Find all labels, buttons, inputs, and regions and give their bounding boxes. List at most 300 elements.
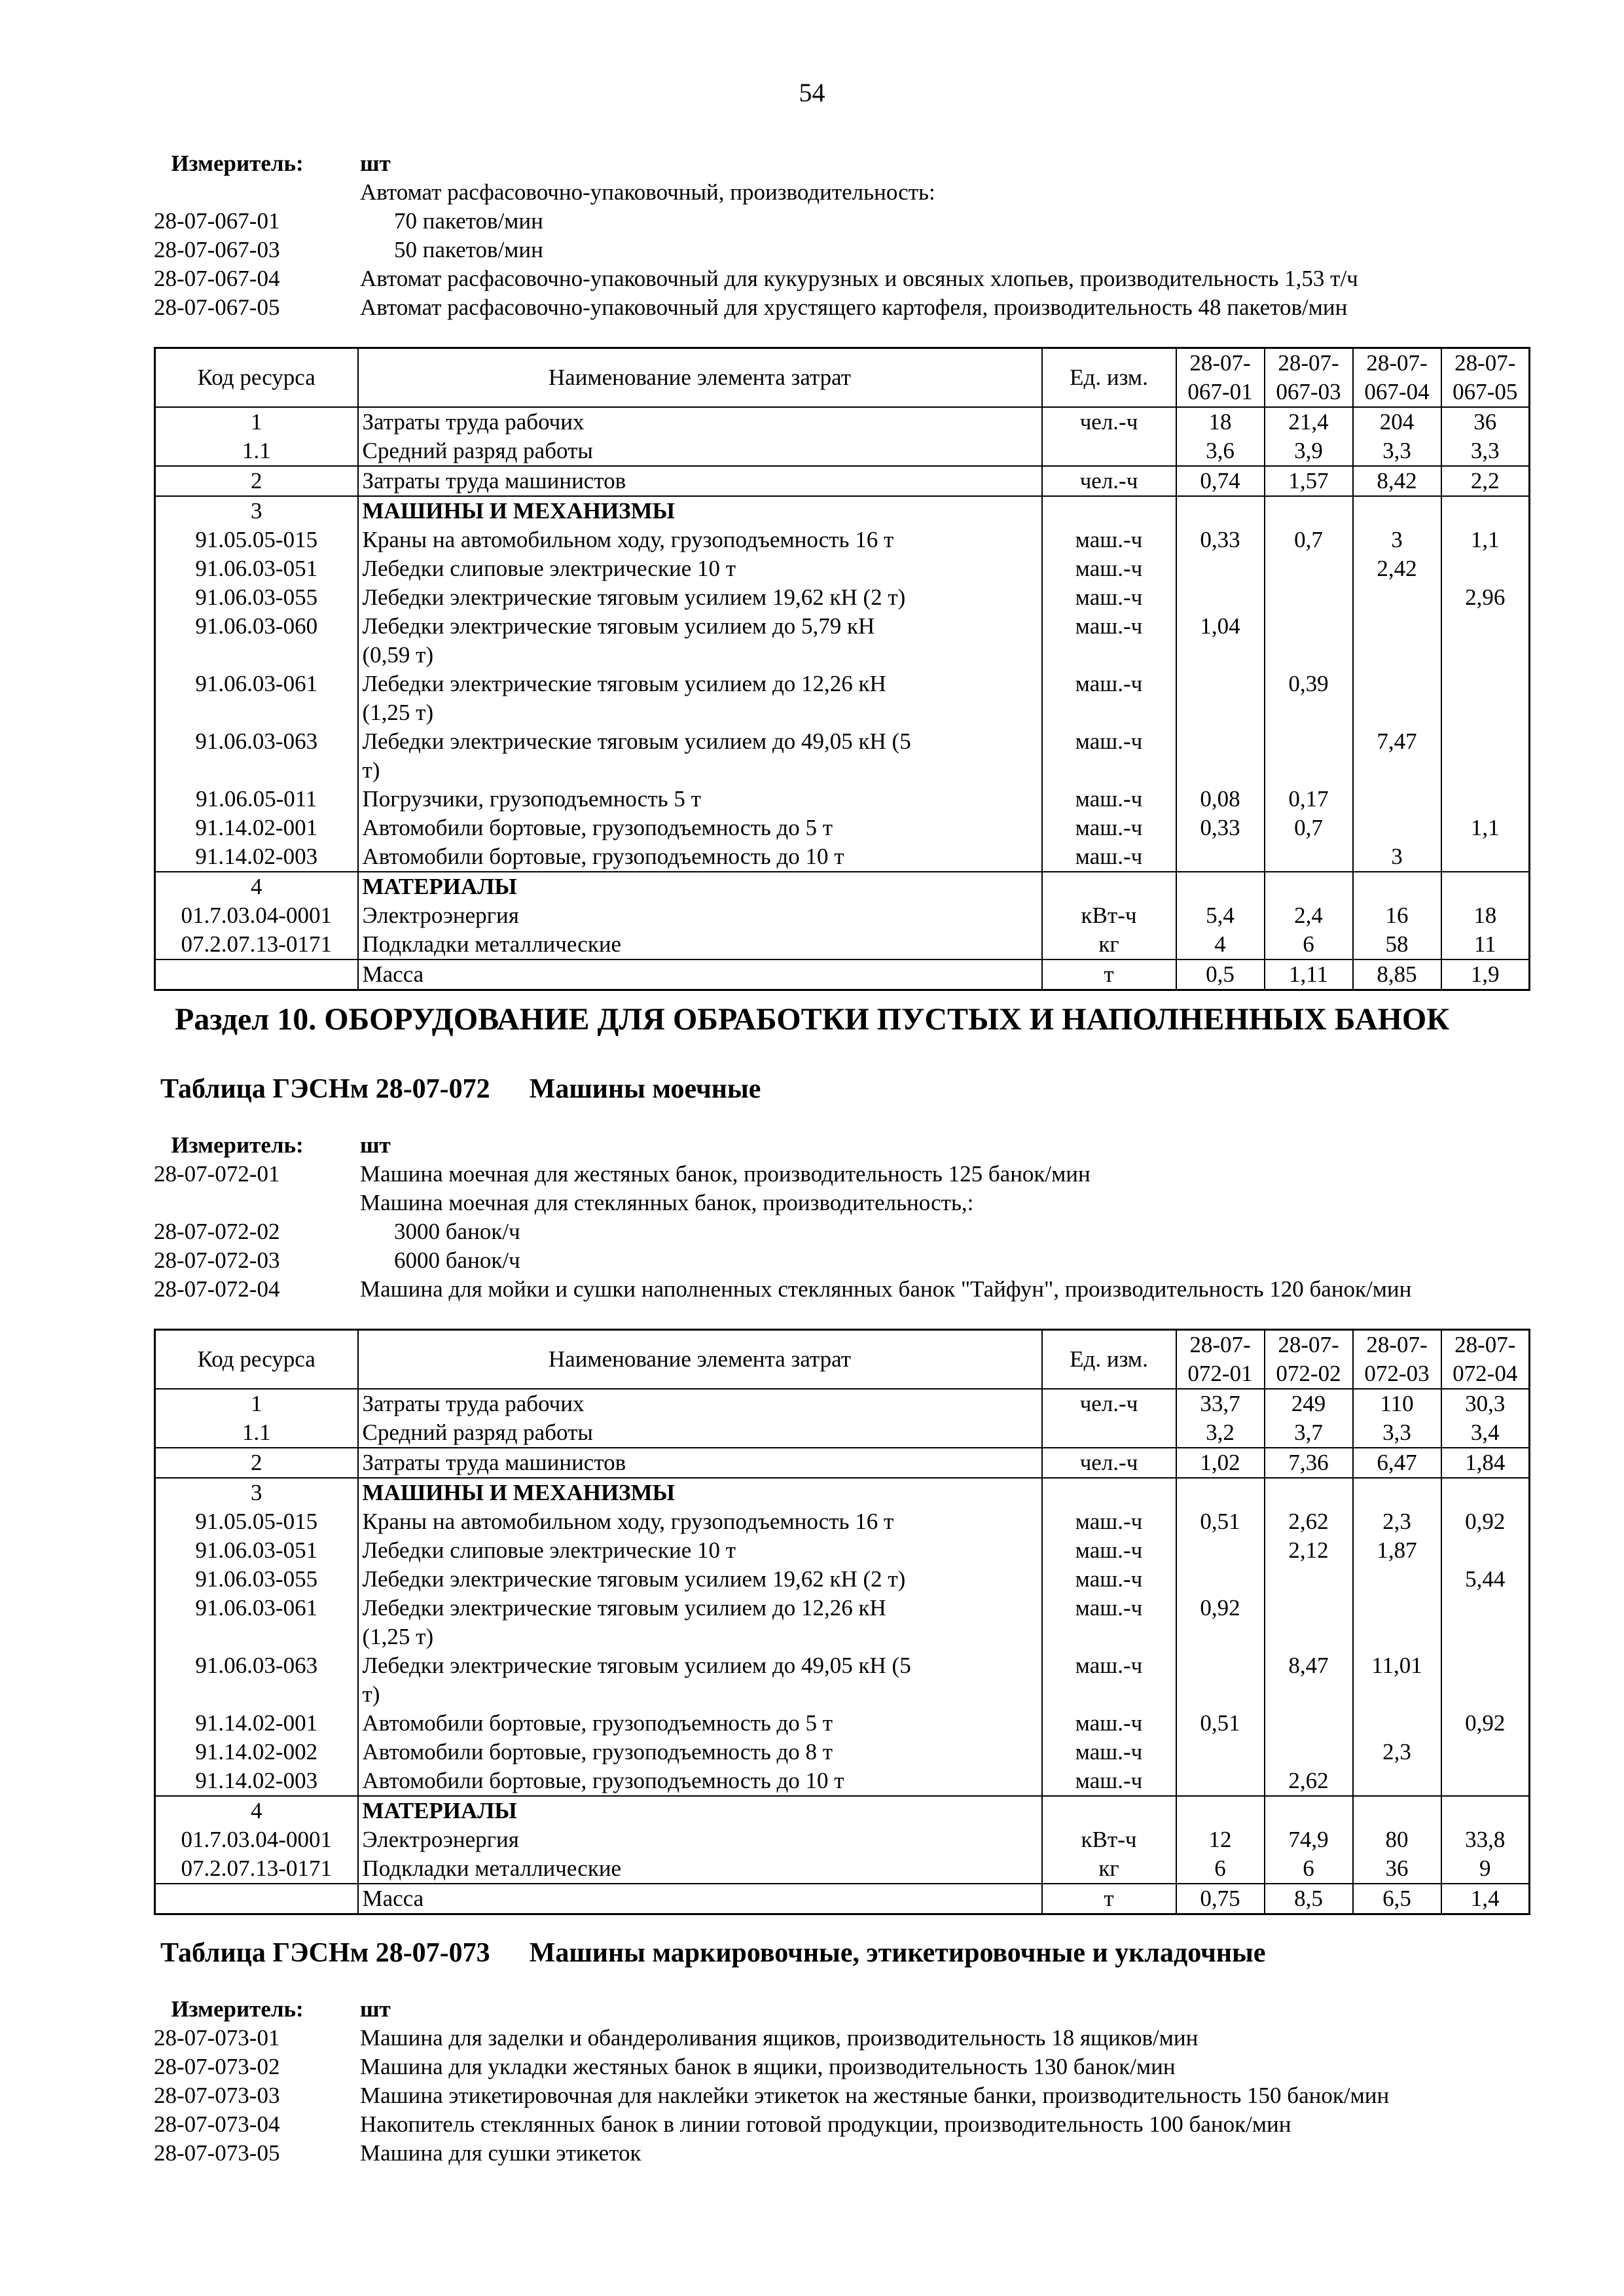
norm-value <box>1353 785 1441 814</box>
resource-name-line: Подкладки металлические <box>362 931 622 957</box>
table-row <box>155 1448 1530 1478</box>
resource-name-line: Автомобили бортовые, грузоподъемность до 5 т <box>362 1710 833 1736</box>
norm-code: 28-07-073-04 <box>154 2111 280 2137</box>
resource-unit: маш.-ч <box>1042 814 1176 842</box>
norm-line <box>154 1275 1528 1304</box>
resource-name-line: МАШИНЫ И МЕХАНИЗМЫ <box>362 498 676 524</box>
header-name: Наименование элемента затрат <box>358 348 1042 408</box>
header-norm-code <box>1176 1330 1265 1390</box>
norm-value <box>1176 1767 1265 1796</box>
resource-name-line: Лебедки электрические тяговым усилием 19,62 кН (2 т) <box>362 1566 906 1592</box>
table-row <box>155 1825 1530 1854</box>
table-row <box>155 960 1530 990</box>
resource-unit <box>1042 1478 1176 1507</box>
header-row <box>155 348 1530 408</box>
norm-value: 58 <box>1353 930 1441 960</box>
norm-code: 28-07-067-03 <box>154 237 280 262</box>
norm-value <box>1353 496 1441 526</box>
resource-table-067 <box>154 347 1530 991</box>
norm-value: 6 <box>1176 1854 1265 1884</box>
resource-name-line: Лебедки электрические тяговым усилием 19,62 кН (2 т) <box>362 584 906 610</box>
resource-unit: кг <box>1042 1854 1176 1884</box>
resource-unit: чел.-ч <box>1042 1448 1176 1478</box>
norm-value: 2,4 <box>1265 901 1353 930</box>
norm-line <box>154 2053 1528 2081</box>
measure-block-073 <box>154 1995 1528 2168</box>
resource-name-line: Автомобили бортовые, грузоподъемность до 10 т <box>362 1768 844 1793</box>
resource-name <box>358 1709 1042 1738</box>
resource-unit: маш.-ч <box>1042 1536 1176 1565</box>
table-row <box>155 842 1530 872</box>
norm-value: 80 <box>1353 1825 1441 1854</box>
norm-description: Машина для укладки жестяных банок в ящики, производительность 130 банок/мин <box>360 2054 1176 2079</box>
table-title-072 <box>160 1073 761 1105</box>
table-row <box>155 814 1530 842</box>
header-norm-code-part: 28-07- <box>1278 1332 1339 1357</box>
norm-line <box>154 2110 1528 2139</box>
norm-code: 28-07-073-05 <box>154 2140 280 2166</box>
table-row <box>155 612 1530 670</box>
norm-value <box>1441 1796 1530 1825</box>
norm-value <box>1265 1738 1353 1767</box>
table-row <box>155 1418 1530 1448</box>
norm-value <box>1353 1709 1441 1738</box>
resource-name-line: Электроэнергия <box>362 903 519 928</box>
norm-value: 2,62 <box>1265 1767 1353 1796</box>
resource-code: 07.2.07.13-0171 <box>155 930 358 960</box>
resource-name <box>358 785 1042 814</box>
resource-name <box>358 1478 1042 1507</box>
norm-code <box>154 178 360 207</box>
resource-name <box>358 1884 1042 1914</box>
norm-description: Машина для мойки и сушки наполненных стеклянных банок "Тайфун", производительность 120 банок/мин <box>360 1276 1412 1302</box>
norm-description: Автомат расфасовочно-упаковочный, производительность: <box>360 179 935 205</box>
norm-value: 7,47 <box>1353 727 1441 785</box>
resource-unit: чел.-ч <box>1042 466 1176 496</box>
table-row <box>155 785 1530 814</box>
norm-line <box>154 236 1528 264</box>
norm-value: 5,4 <box>1176 901 1265 930</box>
resource-code: 07.2.07.13-0171 <box>155 1854 358 1884</box>
norm-line <box>154 2024 1528 2053</box>
norm-value <box>1265 1478 1353 1507</box>
resource-name <box>358 670 1042 727</box>
header-unit: Ед. изм. <box>1042 348 1176 408</box>
resource-unit: маш.-ч <box>1042 1738 1176 1767</box>
resource-name-line: Подкладки металлические <box>362 1856 622 1881</box>
resource-code: 1.1 <box>155 437 358 466</box>
resource-name-line: Краны на автомобильном ходу, грузоподъемность 16 т <box>362 1509 894 1534</box>
norm-description: Машина для сушки этикеток <box>360 2140 641 2166</box>
table-row <box>155 466 1530 496</box>
norm-value <box>1353 583 1441 612</box>
resource-name <box>358 1536 1042 1565</box>
resource-name-line: Затраты труда рабочих <box>362 1391 585 1416</box>
norm-value: 6 <box>1265 1854 1353 1884</box>
norm-value: 0,7 <box>1265 814 1353 842</box>
norm-value: 0,75 <box>1176 1884 1265 1914</box>
norm-value <box>1353 1594 1441 1651</box>
norm-code <box>154 1189 360 1217</box>
norm-value: 9 <box>1441 1854 1530 1884</box>
norm-value: 18 <box>1176 407 1265 437</box>
norm-value: 2,3 <box>1353 1507 1441 1536</box>
norm-value: 36 <box>1353 1854 1441 1884</box>
norm-value: 2,12 <box>1265 1536 1353 1565</box>
resource-unit: маш.-ч <box>1042 1594 1176 1651</box>
table-row <box>155 1389 1530 1418</box>
norm-value: 3,6 <box>1176 437 1265 466</box>
resource-unit <box>1042 1418 1176 1448</box>
resource-name <box>358 407 1042 437</box>
resource-name-line: Автомобили бортовые, грузоподъемность до 8 т <box>362 1739 833 1765</box>
measure-label: Измеритель: <box>171 151 304 176</box>
header-norm-code-part: 072-02 <box>1276 1361 1341 1386</box>
norm-value <box>1176 496 1265 526</box>
resource-name <box>358 1594 1042 1651</box>
resource-unit: кг <box>1042 930 1176 960</box>
norm-description: Накопитель стеклянных банок в линии готовой продукции, производительность 100 банок/мин <box>360 2111 1291 2137</box>
header-norm-code-part: 067-01 <box>1187 379 1253 404</box>
norm-value <box>1353 612 1441 670</box>
table-row <box>155 1767 1530 1796</box>
norm-value <box>1176 872 1265 901</box>
measure-block-072 <box>154 1131 1528 1304</box>
resource-name-line: Краны на автомобильном ходу, грузоподъемность 16 т <box>362 527 894 552</box>
header-norm-code <box>1353 348 1441 408</box>
resource-unit: маш.-ч <box>1042 554 1176 583</box>
norm-value <box>1441 612 1530 670</box>
resource-code: 91.14.02-002 <box>155 1738 358 1767</box>
resource-unit: маш.-ч <box>1042 842 1176 872</box>
norm-value: 8,47 <box>1265 1651 1353 1709</box>
table-code: Таблица ГЭСНм 28-07-073 <box>160 1938 490 1968</box>
norm-value <box>1265 842 1353 872</box>
resource-name <box>358 554 1042 583</box>
resource-code <box>155 1884 358 1914</box>
norm-value: 0,92 <box>1441 1709 1530 1738</box>
norm-value: 3 <box>1353 842 1441 872</box>
resource-name-line: Автомобили бортовые, грузоподъемность до 5 т <box>362 815 833 840</box>
measure-label: Измеритель: <box>171 1132 304 1158</box>
resource-name <box>358 930 1042 960</box>
resource-unit: т <box>1042 1884 1176 1914</box>
table-row <box>155 1884 1530 1914</box>
table-row <box>155 1478 1530 1507</box>
resource-code: 01.7.03.04-0001 <box>155 901 358 930</box>
norm-value: 1,84 <box>1441 1448 1530 1478</box>
header-norm-code-part: 28-07- <box>1189 350 1251 376</box>
norm-value <box>1441 785 1530 814</box>
resource-code: 01.7.03.04-0001 <box>155 1825 358 1854</box>
norm-description: Автомат расфасовочно-упаковочный для кукурузных и овсяных хлопьев, производительность 1,53 т/ч <box>360 266 1358 291</box>
table-row <box>155 407 1530 437</box>
resource-name <box>358 1565 1042 1594</box>
norm-code: 28-07-072-01 <box>154 1161 280 1187</box>
norm-value: 0,51 <box>1176 1507 1265 1536</box>
norm-value: 4 <box>1176 930 1265 960</box>
measure-line <box>154 1995 1528 2024</box>
norm-code: 28-07-067-04 <box>154 266 280 291</box>
table-row <box>155 727 1530 785</box>
norm-value <box>1176 670 1265 727</box>
resource-name-line: Затраты труда машинистов <box>362 468 626 493</box>
measure-unit: шт <box>360 1132 391 1158</box>
resource-name-line: (1,25 т) <box>362 700 434 725</box>
norm-value: 0,33 <box>1176 526 1265 554</box>
header-norm-code-part: 067-05 <box>1453 379 1518 404</box>
resource-code: 91.06.03-061 <box>155 670 358 727</box>
table-name: Машины моечные <box>529 1074 761 1104</box>
resource-name <box>358 496 1042 526</box>
norm-value: 5,44 <box>1441 1565 1530 1594</box>
norm-code: 28-07-073-03 <box>154 2083 280 2108</box>
resource-name-line: Лебедки электрические тяговым усилием до 49,05 кН (5 <box>362 728 911 754</box>
norm-value: 12 <box>1176 1825 1265 1854</box>
resource-unit: маш.-ч <box>1042 670 1176 727</box>
header-norm-code-part: 28-07- <box>1366 1332 1428 1357</box>
norm-value: 21,4 <box>1265 407 1353 437</box>
resource-name <box>358 872 1042 901</box>
resource-unit: маш.-ч <box>1042 1507 1176 1536</box>
header-norm-code <box>1265 348 1353 408</box>
resource-name <box>358 466 1042 496</box>
norm-value: 3,3 <box>1353 437 1441 466</box>
header-norm-code <box>1353 1330 1441 1390</box>
resource-unit: маш.-ч <box>1042 1651 1176 1709</box>
norm-value: 0,33 <box>1176 814 1265 842</box>
norm-value: 0,92 <box>1176 1594 1265 1651</box>
header-norm-code-part: 072-04 <box>1453 1361 1518 1386</box>
norm-description: Автомат расфасовочно-упаковочный для хрустящего картофеля, производительность 48 пакетов/мин <box>360 295 1348 320</box>
resource-code: 4 <box>155 1796 358 1825</box>
norm-value <box>1176 583 1265 612</box>
norm-description: 6000 банок/ч <box>394 1247 520 1273</box>
norm-value: 0,08 <box>1176 785 1265 814</box>
resource-name <box>358 960 1042 990</box>
resource-name-line: Лебедки слиповые электрические 10 т <box>362 556 736 581</box>
resource-unit <box>1042 437 1176 466</box>
resource-name-line: Лебедки электрические тяговым усилием до 5,79 кН <box>362 613 875 639</box>
measure-unit: шт <box>360 151 391 176</box>
norm-line <box>154 1189 1528 1217</box>
norm-value: 1,02 <box>1176 1448 1265 1478</box>
table-row <box>155 526 1530 554</box>
norm-description: 50 пакетов/мин <box>394 237 543 262</box>
norm-value <box>1353 670 1441 727</box>
header-norm-code-part: 067-04 <box>1364 379 1430 404</box>
norm-value <box>1176 1536 1265 1565</box>
norm-value <box>1441 1594 1530 1651</box>
resource-name-line: МАТЕРИАЛЫ <box>362 874 517 899</box>
resource-code: 91.06.03-051 <box>155 1536 358 1565</box>
norm-value: 18 <box>1441 901 1530 930</box>
measure-block-067 <box>154 149 1528 322</box>
resource-name-line: Лебедки электрические тяговым усилием до 49,05 кН (5 <box>362 1653 911 1678</box>
norm-value <box>1441 1738 1530 1767</box>
table-row <box>155 583 1530 612</box>
norm-value <box>1176 842 1265 872</box>
norm-code: 28-07-067-05 <box>154 295 280 320</box>
norm-value: 1,1 <box>1441 814 1530 842</box>
resource-name-line: МАТЕРИАЛЫ <box>362 1798 517 1823</box>
table-row <box>155 1565 1530 1594</box>
table-row <box>155 670 1530 727</box>
norm-value <box>1265 1796 1353 1825</box>
norm-code: 28-07-073-02 <box>154 2054 280 2079</box>
norm-code: 28-07-067-01 <box>154 208 280 234</box>
resource-name <box>358 1767 1042 1796</box>
header-norm-code-part: 28-07- <box>1454 350 1516 376</box>
norm-description: 3000 банок/ч <box>394 1219 520 1244</box>
norm-value: 2,2 <box>1441 466 1530 496</box>
norm-value: 110 <box>1353 1389 1441 1418</box>
resource-code: 91.14.02-003 <box>155 1767 358 1796</box>
resource-unit: маш.-ч <box>1042 526 1176 554</box>
norm-value: 3,2 <box>1176 1418 1265 1448</box>
resource-unit: чел.-ч <box>1042 1389 1176 1418</box>
resource-name <box>358 1651 1042 1709</box>
norm-value: 2,42 <box>1353 554 1441 583</box>
resource-unit: маш.-ч <box>1042 612 1176 670</box>
resource-code: 91.06.03-061 <box>155 1594 358 1651</box>
resource-code: 3 <box>155 496 358 526</box>
resource-name <box>358 1738 1042 1767</box>
norm-value: 0,17 <box>1265 785 1353 814</box>
norm-value <box>1265 612 1353 670</box>
header-code: Код ресурса <box>155 1330 358 1390</box>
norm-line <box>154 2081 1528 2110</box>
norm-value <box>1441 1767 1530 1796</box>
norm-value: 7,36 <box>1265 1448 1353 1478</box>
norm-value <box>1265 872 1353 901</box>
norm-value: 0,5 <box>1176 960 1265 990</box>
norm-value <box>1265 496 1353 526</box>
norm-value: 8,42 <box>1353 466 1441 496</box>
resource-name-line: Лебедки электрические тяговым усилием до 12,26 кН <box>362 1595 886 1621</box>
norm-line <box>154 1246 1528 1275</box>
resource-code: 4 <box>155 872 358 901</box>
norm-value: 0,7 <box>1265 526 1353 554</box>
norm-value: 1,4 <box>1441 1884 1530 1914</box>
norm-value: 0,74 <box>1176 466 1265 496</box>
norm-value: 1,1 <box>1441 526 1530 554</box>
measure-line <box>154 149 1528 178</box>
norm-value: 2,96 <box>1441 583 1530 612</box>
norm-value <box>1176 1796 1265 1825</box>
header-code: Код ресурса <box>155 348 358 408</box>
resource-name <box>358 612 1042 670</box>
norm-value <box>1441 872 1530 901</box>
norm-value <box>1353 1478 1441 1507</box>
norm-value: 3 <box>1353 526 1441 554</box>
norm-value <box>1441 496 1530 526</box>
norm-value <box>1441 842 1530 872</box>
norm-value: 8,85 <box>1353 960 1441 990</box>
norm-value <box>1353 872 1441 901</box>
norm-value: 3,4 <box>1441 1418 1530 1448</box>
resource-name-line: Затраты труда машинистов <box>362 1450 626 1475</box>
measure-unit: шт <box>360 1996 391 2022</box>
norm-value: 1,87 <box>1353 1536 1441 1565</box>
table-code: Таблица ГЭСНм 28-07-072 <box>160 1074 490 1104</box>
resource-unit: кВт-ч <box>1042 1825 1176 1854</box>
norm-value: 6,47 <box>1353 1448 1441 1478</box>
resource-code: 91.06.03-060 <box>155 612 358 670</box>
resource-name <box>358 814 1042 842</box>
measure-line <box>154 1131 1528 1160</box>
norm-value <box>1265 727 1353 785</box>
header-norm-code-part: 28-07- <box>1454 1332 1516 1357</box>
resource-code: 91.05.05-015 <box>155 526 358 554</box>
page-number: 54 <box>799 78 825 107</box>
header-norm-code <box>1441 348 1530 408</box>
resource-name-line: Погрузчики, грузоподъемность 5 т <box>362 786 701 812</box>
resource-unit <box>1042 496 1176 526</box>
norm-value: 33,7 <box>1176 1389 1265 1418</box>
norm-value: 3,9 <box>1265 437 1353 466</box>
resource-unit: маш.-ч <box>1042 1565 1176 1594</box>
norm-value <box>1176 1565 1265 1594</box>
norm-value <box>1441 554 1530 583</box>
header-row <box>155 1330 1530 1390</box>
norm-description: Машина моечная для стеклянных банок, производительность,: <box>360 1190 974 1215</box>
resource-name-line: т) <box>362 1681 380 1707</box>
table-row <box>155 901 1530 930</box>
norm-description: 70 пакетов/мин <box>394 208 543 234</box>
resource-code: 3 <box>155 1478 358 1507</box>
table-row <box>155 1651 1530 1709</box>
table-row <box>155 1854 1530 1884</box>
resource-unit: маш.-ч <box>1042 583 1176 612</box>
table-row <box>155 1796 1530 1825</box>
table-row <box>155 554 1530 583</box>
norm-value: 36 <box>1441 407 1530 437</box>
norm-value: 0,51 <box>1176 1709 1265 1738</box>
table-row <box>155 437 1530 466</box>
header-norm-code-part: 28-07- <box>1366 350 1428 376</box>
norm-value: 1,9 <box>1441 960 1530 990</box>
resource-name <box>358 1507 1042 1536</box>
resource-name-line: Средний разряд работы <box>362 438 593 463</box>
norm-value <box>1265 1594 1353 1651</box>
resource-unit: маш.-ч <box>1042 785 1176 814</box>
resource-unit: т <box>1042 960 1176 990</box>
table-row <box>155 496 1530 526</box>
resource-name-line: МАШИНЫ И МЕХАНИЗМЫ <box>362 1480 676 1505</box>
norm-value: 8,5 <box>1265 1884 1353 1914</box>
resource-name-line: Лебедки слиповые электрические 10 т <box>362 1537 736 1563</box>
header-name: Наименование элемента затрат <box>358 1330 1042 1390</box>
resource-name <box>358 727 1042 785</box>
table-row <box>155 930 1530 960</box>
resource-name <box>358 1854 1042 1884</box>
norm-value <box>1441 1478 1530 1507</box>
norm-value: 1,57 <box>1265 466 1353 496</box>
norm-value <box>1441 727 1530 785</box>
norm-value: 30,3 <box>1441 1389 1530 1418</box>
measure-label: Измеритель: <box>171 1996 304 2022</box>
norm-line <box>154 264 1528 293</box>
norm-value: 2,62 <box>1265 1507 1353 1536</box>
norm-value: 33,8 <box>1441 1825 1530 1854</box>
norm-value: 1,11 <box>1265 960 1353 990</box>
resource-name <box>358 1418 1042 1448</box>
norm-value <box>1265 1565 1353 1594</box>
resource-code: 2 <box>155 1448 358 1478</box>
norm-code: 28-07-072-03 <box>154 1247 280 1273</box>
resource-name-line: Затраты труда рабочих <box>362 409 585 435</box>
